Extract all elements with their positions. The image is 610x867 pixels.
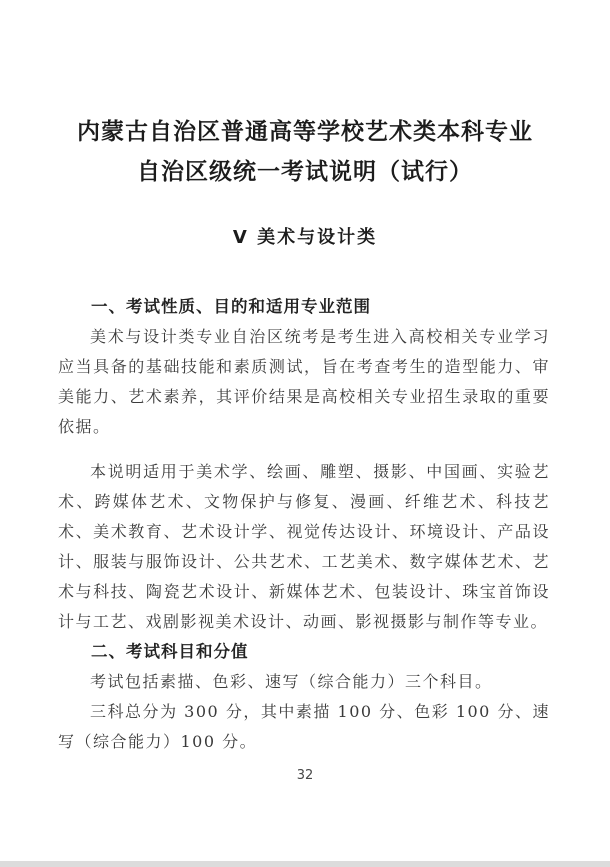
section-1-heading: 一、考试性质、目的和适用专业范围 <box>91 297 371 316</box>
page-number: 32 <box>296 768 314 783</box>
section-2-heading: 二、考试科目和分值 <box>91 642 249 661</box>
title-line-1: 内蒙古自治区普通高等学校艺术类本科专业 <box>77 118 533 145</box>
section-2-paragraph-1: 考试包括素描、色彩、速写（综合能力）三个科目。 <box>90 672 493 691</box>
title-line-2: 自治区级统一考试说明（试行） <box>137 158 473 185</box>
section-1-paragraph-2: 本说明适用于美术学、绘画、雕塑、摄影、中国画、实验艺术、跨媒体艺术、文物保护与修复、漫画、纤维艺术、科技艺术、美术教育、艺术设计学、视觉传达设计、环境设计、产品设计、服装与服饰设计、公共艺术、工艺美术、数字媒体艺术、艺术与科技、陶瓷艺术设计、新媒体艺术、包装设计、珠宝首饰设计与工艺、戏剧影视美术设计、动画、影视摄影与制作等专业。 <box>58 462 550 631</box>
section-1-paragraph-1: 美术与设计类专业自治区统考是考生进入高校相关专业学习应当具备的基础技能和素质测试，旨在考查考生的造型能力、审美能力、艺术素养，其评价结果是高校相关专业招生录取的重要依据。 <box>58 327 550 436</box>
document-title <box>0 0 610 192</box>
category-heading: V 美术与设计类 <box>232 227 378 248</box>
page-bottom-edge <box>0 861 610 867</box>
section-2-paragraph-2: 三科总分为 300 分，其中素描 100 分、色彩 100 分、速写（综合能力）100 分。 <box>58 702 550 751</box>
document-body <box>58 292 550 757</box>
